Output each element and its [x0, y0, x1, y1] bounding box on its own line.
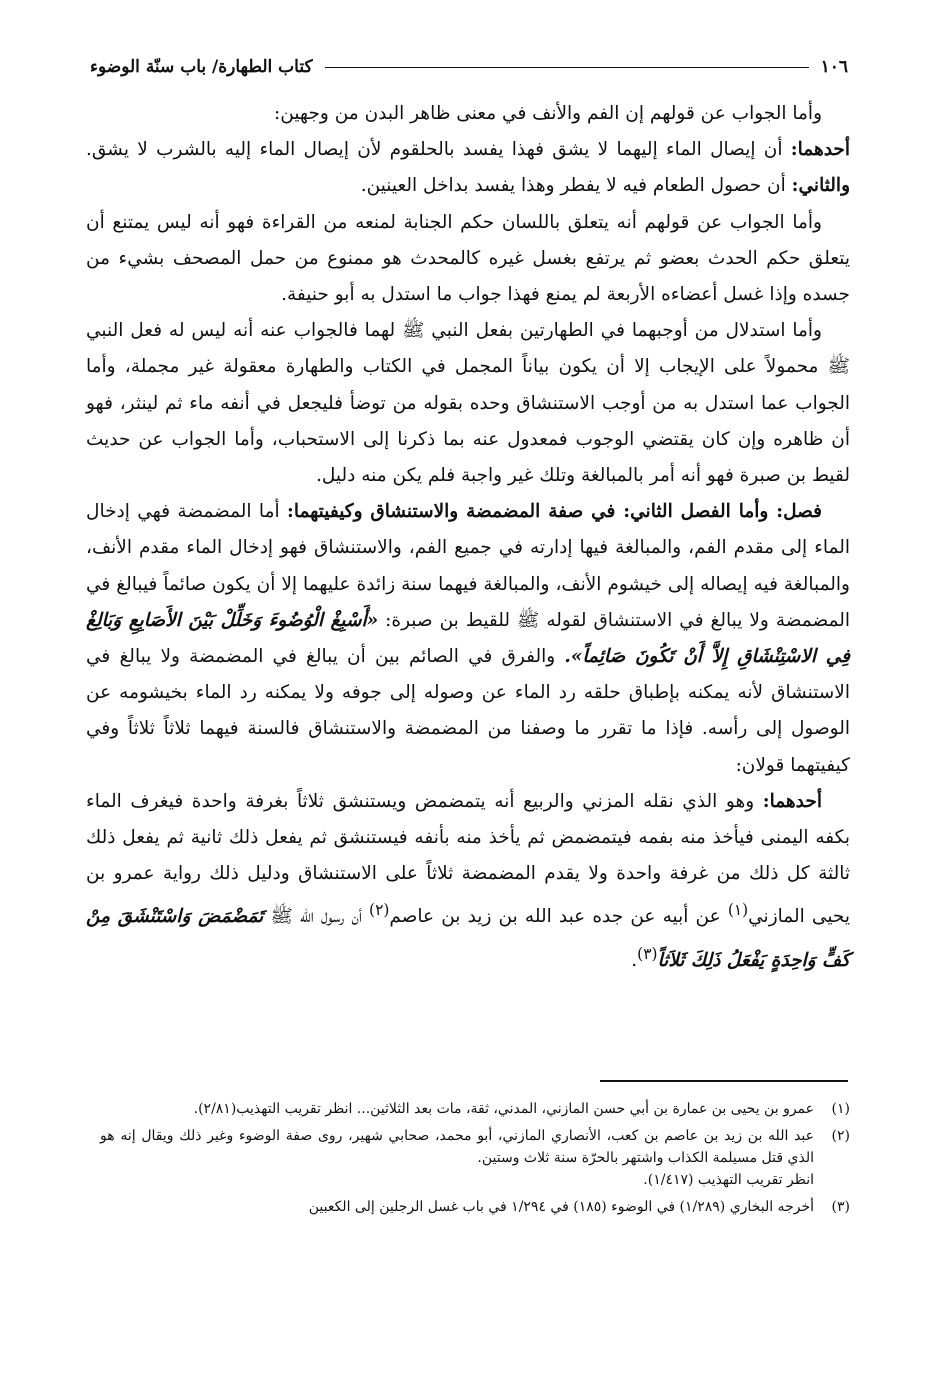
footnote-ref: (١) [727, 901, 749, 920]
page-header [90, 50, 848, 84]
footnote [100, 1098, 850, 1120]
footnote-ref: (٣) [637, 944, 658, 963]
paragraph: فصل: وأما الفصل الثاني: في صفة المضمضة والاستنشاق وكيفيتهما: أما المضمضة فهي إدخال الماء إلى مقدم الفم، والمبالغة فيها إدارته في جميع الفم، والاستنشاق فهو إدخال الماء مقدم الأنف، والمبالغة فيه إيصاله إلى خيشوم الأنف، والمبالغة فيهما سنة زائدة عليهما إلا أن يكون صائماً فيبالغ في المضمضة ولا يبالغ في الاستنشاق لقوله ﷺ للقيط بن صبرة: «أَسْبِغْ الْوُضُوءَ وَخَلِّلْ بَيْنَ الأَصَابِعِ وَبَالِغْ فِي الاسْتِنْشَاقِ إِلاَّ أَنْ تَكُونَ صَائِماً». والفرق في الصائم بين أن يبالغ في المضمضة ولا يبالغ في الاستنشاق لأنه يمكنه بإطباق حلقه رد الماء عن وصوله إلى جوفه ولا يمكنه رد الماء بخيشومه عن الوصول إلى رأسه. فإذا ما تقرر ما وصفنا من المضمضة والاستنشاق فالسنة فيهما ثلاثاً ثلاثاً وفي كيفيتهما قولان: [86, 501, 851, 776]
footnote-number: (٣) [831, 1199, 850, 1215]
main-text [86, 96, 850, 979]
hadith-quote: تَمَضْمَضَ وَاسْتَنْشَقَ مِنْ كَفٍّ وَاحِدَةٍ يَفْعَلُ ذَلِكَ ثَلاَثاً [86, 906, 850, 971]
header-rule [325, 67, 809, 68]
footnote-number: (٢) [831, 1128, 850, 1144]
hadith-quote: «أَسْبِغْ الْوُضُوءَ وَخَلِّلْ بَيْنَ الأَصَابِعِ وَبَالِغْ فِي الاسْتِنْشَاقِ إِلاَّ أَنْ تَكُونَ صَائِماً». [86, 609, 851, 668]
paragraph: أحدهما: وهو الذي نقله المزني والربيع أنه يتمضمض ويستنشق ثلاثاً بغرفة واحدة فيغرف الماء بكفه اليمنى فيأخذ منه بفمه فيتمضمض ثم يأخذ منه بأنفه فيستنشق ثم يفعل ذلك ثانية ثم يفعل ذلك ثالثة كل ذلك من غرفة واحدة ولا يقدم المضمضة ثلاثاً على الاستنشاق ودليل ذلك رواية عمرو بن يحيى المازني$^{(١)}$ عن أبيه عن جده عبد الله بن زيد بن عاصم$^{(٢)}$ أن رسول الله ﷺ تَمَضْمَضَ وَاسْتَنْشَقَ مِنْ كَفٍّ وَاحِدَةٍ يَفْعَلُ ذَلِكَ ثَلاَثاً$^{(٣)}$. [86, 790, 850, 971]
paragraph: وأما الجواب عن قولهم أنه يتعلق باللسان حكم الجنابة لمنعه من القراءة فهو أنه ليس يمتنع أن يتعلق حكم الحدث بعضو ثم يرتفع بغسل غيره كالمحدث هو ممنوع من حمل المصحف بشيء من جسده وإذا غسل أعضاءه الأربعة لم يمنع فهذا جواب ما استدل به أبو حنيفة. [86, 211, 850, 306]
running-title: كتاب الطهارة/ باب سنّة الوضوء [90, 57, 313, 77]
footnotes [100, 1098, 850, 1223]
paragraph: وأما استدلال من أوجبهما في الطهارتين بفعل النبي ﷺ لهما فالجواب عنه أنه ليس له فعل النبي ﷺ محمولاً على الإيجاب إلا أن يكون بياناً المجمل في الكتاب والطهارة معقولة غير مجملة، وأما الجواب عما استدل به من أوجب الاستنشاق وحده بقوله من توضأ فليجعل في أنفه ماء ثم لينثر، فهو أن ظاهره وإن كان يقتضي الوجوب فمعدول عنه بما ذكرنا إلى الاستحباب، وأما الجواب عن حديث لقيط بن صبرة فهو أنه أمر بالمبالغة وتلك غير واجبة فلم يكن منه دليل. [86, 320, 850, 487]
paragraph-lead: أحدهما: [790, 139, 850, 161]
footnote-ref: (٢) [369, 901, 390, 920]
paragraph-lead: والثاني: [791, 175, 850, 197]
footnote-text: أخرجه البخاري (١/٢٨٩) في الوضوء (١٨٥) في ١/٢٩٤ في باب غسل الرجلين إلى الكعبين [308, 1199, 814, 1215]
section-heading: فصل: وأما الفصل الثاني: في صفة المضمضة والاستنشاق وكيفيتهما: [286, 501, 822, 523]
footnote-number: (١) [831, 1101, 850, 1117]
footnote-separator [600, 1080, 848, 1082]
footnote [100, 1196, 850, 1218]
footnote-text: عمرو بن يحيى بن عمارة بن أبي حسن المازني، المدني، ثقة، مات بعد الثلاثين... انظر تقريب التهذيب(٢/٨١). [193, 1101, 814, 1117]
footnote [100, 1125, 850, 1191]
paragraph: وأما الجواب عن قولهم إن الفم والأنف في معنى ظاهر البدن من وجهين: [274, 103, 822, 124]
paragraph: أحدهما: أن إيصال الماء إليهما لا يشق فهذا يفسد بالحلقوم لأن إيصال الماء إليه بالشرب لا يشق. والثاني: أن حصول الطعام فيه لا يفطر وهذا يفسد بداخل العينين. [86, 139, 850, 197]
page-number: ١٠٦ [820, 57, 848, 77]
footnote-text: عبد الله بن زيد بن عاصم بن كعب، الأنصاري المازني، أبو محمد، صحابي شهير، روى صفة الوضوء وغير ذلك ويقال إنه هو الذي قتل مسيلمة الكذاب واشتهر بالحرّة سنة ثلاث وستين. انظر تقريب التهذيب (١/٤١٧). [100, 1128, 814, 1188]
paragraph-lead: أحدهما: [762, 790, 822, 812]
